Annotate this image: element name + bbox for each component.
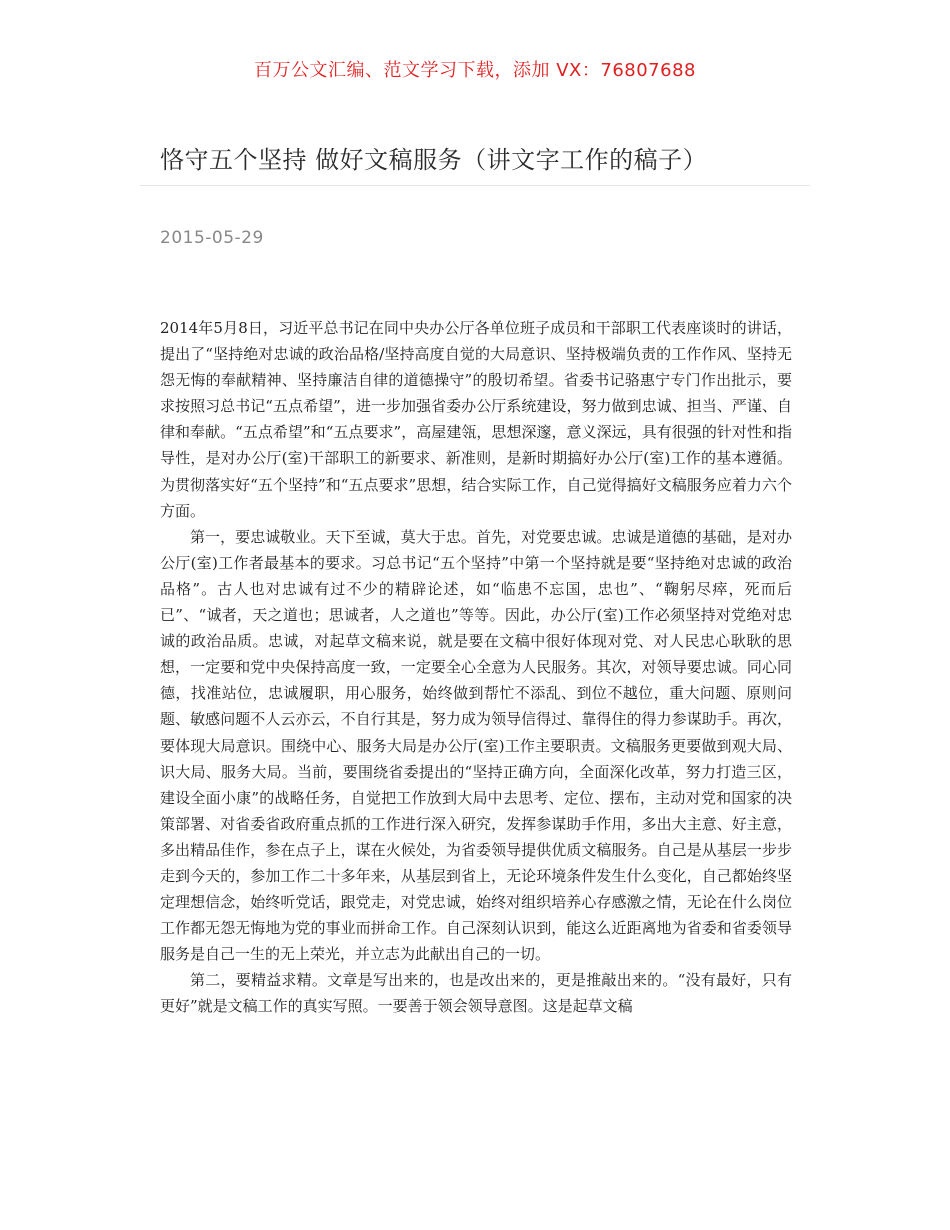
article-paragraph-intro: 2014年5月8日，习近平总书记在同中央办公厅各单位班子成员和干部职工代表座谈时的讲话，提出了“坚持绝对忠诚的政治品格/坚持高度自觉的大局意识、坚持极端负责的工作作风、坚持无怨无悔的奉献精神、坚持廉洁自律的道德操守”的殷切希望。省委书记骆惠宁专门作出批示，要求按照习总书记“五点希望”，进一步加强省委办公厅系统建设，努力做到忠诚、担当、严谨、自律和奉献。“五点希望”和“五点要求”，高屋建瓴，思想深邃，意义深远，具有很强的针对性和指导性，是对办公厅(室)干部职工的新要求、新准则，是新时期搞好办公厅(室)工作的基本遵循。为贯彻落实好“五个坚持”和“五点要求”思想，结合实际工作，自己觉得搞好文稿服务应着力六个方面。: [160, 319, 792, 520]
article-title: 恪守五个坚持 做好文稿服务（讲文字工作的稿子）: [160, 146, 708, 174]
article-body: [160, 315, 792, 1020]
article-paragraph-2: 第二，要精益求精。文章是写出来的，也是改出来的，更是推敲出来的。“没有最好，只有更好”就是文稿工作的真实写照。一要善于领会领导意图。这是起草文稿: [160, 971, 792, 1016]
title-divider: [140, 185, 810, 186]
publish-date: 2015-05-29: [160, 228, 264, 248]
article-paragraph-1: 第一，要忠诚敬业。天下至诚，莫大于忠。首先，对党要忠诚。忠诚是道德的基础，是对办公厅(室)工作者最基本的要求。习总书记“五个坚持”中第一个坚持就是要“坚持绝对忠诚的政治品格”。古人也对忠诚有过不少的精辟论述，如“临患不忘国，忠也”、“鞠躬尽瘁，死而后已”、“诚者，天之道也；思诚者，人之道也”等等。因此，办公厅(室)工作必须坚持对党绝对忠诚的政治品质。忠诚，对起草文稿来说，就是要在文稿中很好体现对党、对人民忠心耿耿的思想，一定要和党中央保持高度一致，一定要全心全意为人民服务。其次，对领导要忠诚。同心同德，找准站位，忠诚履职，用心服务，始终做到帮忙不添乱、到位不越位，重大问题、原则问题、敏感问题不人云亦云，不自行其是，努力成为领导信得过、靠得住的得力参谋助手。再次，要体现大局意识。围绕中心、服务大局是办公厅(室)工作主要职责。文稿服务更要做到观大局、识大局、服务大局。当前，要围绕省委提出的“坚持正确方向，全面深化改革，努力打造三区，建设全面小康”的战略任务，自觉把工作放到大局中去思考、定位、摆布，主动对党和国家的决策部署、对省委省政府重点抓的工作进行深入研究，发挥参谋助手作用，多出大主意、好主意，多出精品佳作，参在点子上，谋在火候处，为省委领导提供优质文稿服务。自己是从基层一步步走到今天的，参加工作二十多年来，从基层到省上，无论环境条件发生什么变化，自己都始终坚定理想信念，始终听党话，跟党走，对党忠诚，始终对组织培养心存感激之情，无论在什么岗位工作都无怨无悔地为党的事业而拼命工作。自己深刻认识到，能这么近距离地为省委和省委领导服务是自己一生的无上荣光，并立志为此献出自己的一切。: [160, 527, 792, 964]
promo-banner: 百万公文汇编、范文学习下载，添加 VX：76807688: [254, 60, 696, 81]
